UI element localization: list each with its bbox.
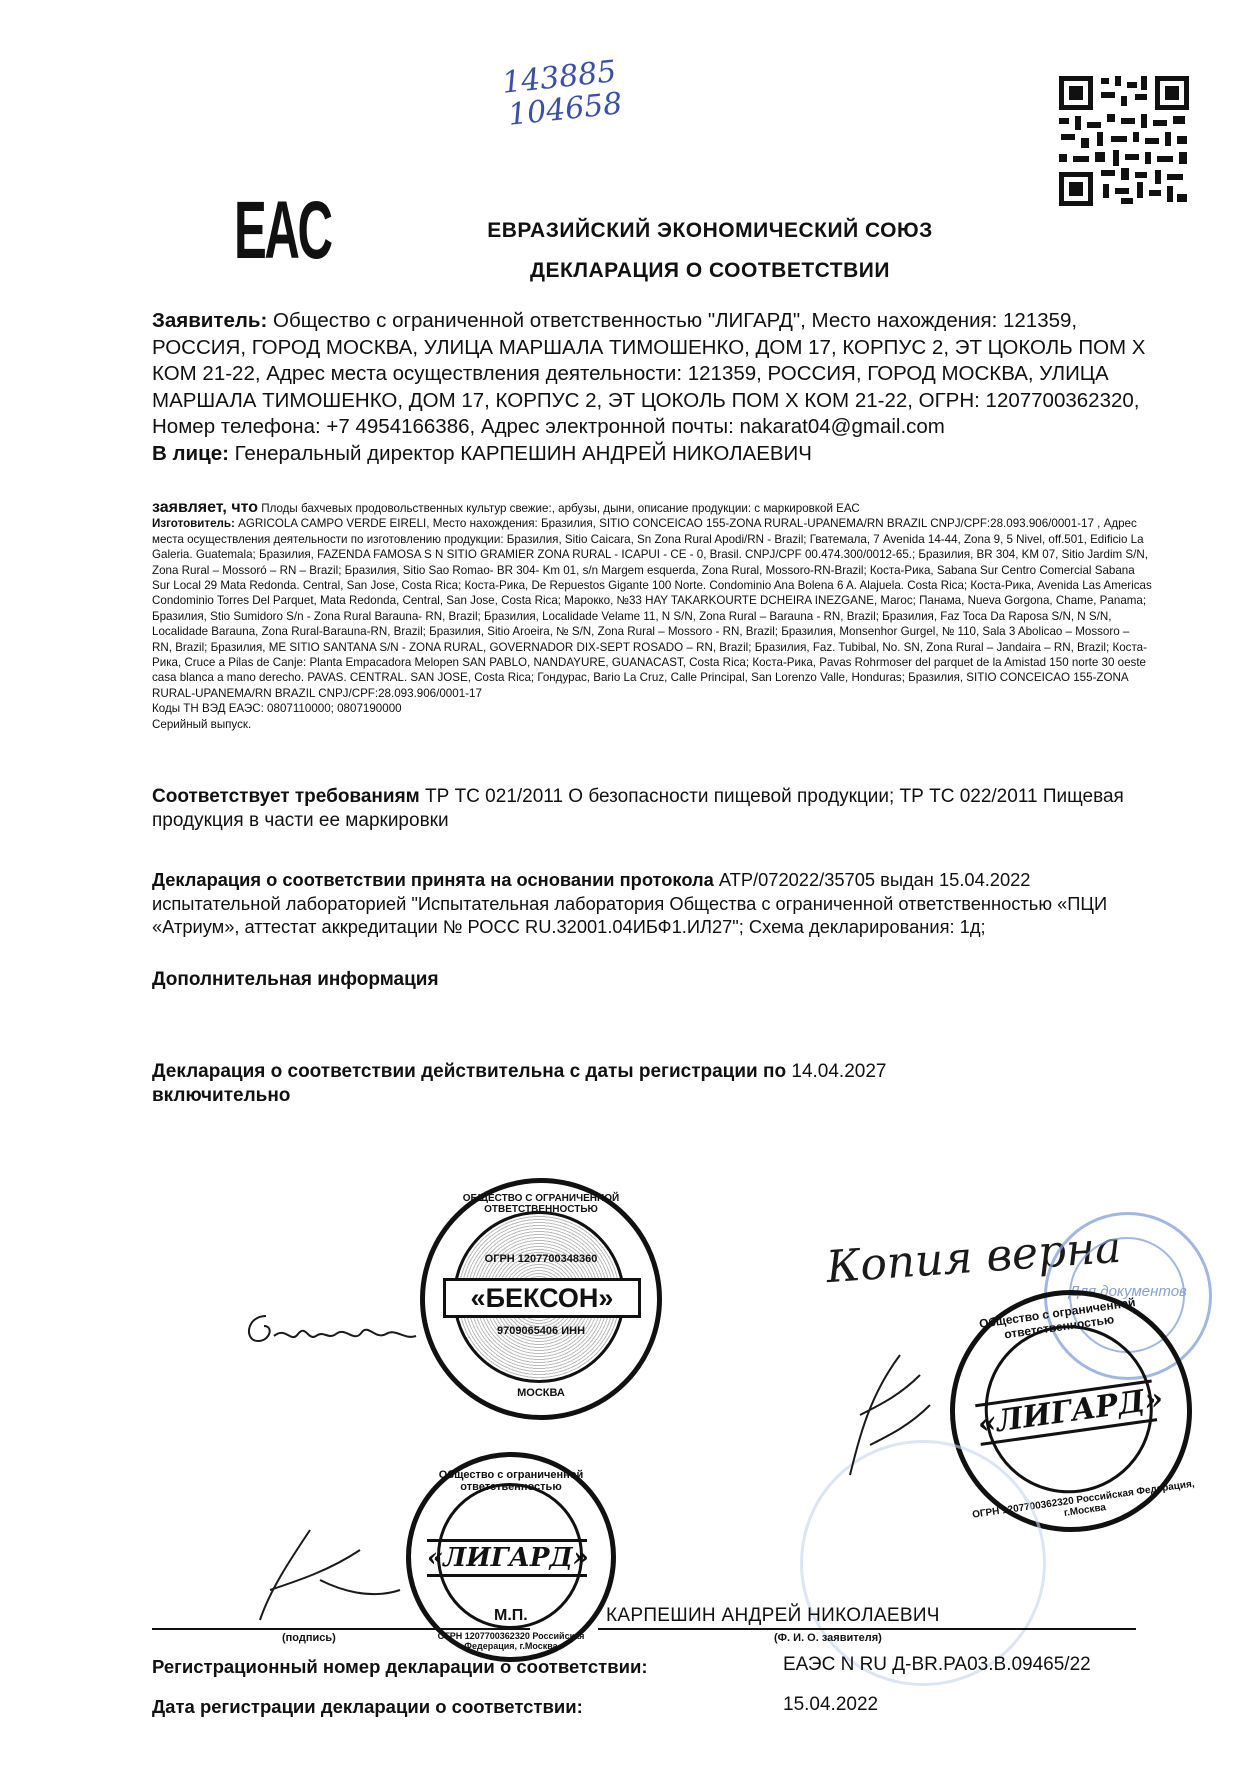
bekson-name: «БЕКСОН» — [443, 1278, 641, 1318]
handwritten-number-2: 104658 — [506, 86, 624, 133]
ligard-bottom-name: «ЛИГАРД» — [427, 1539, 587, 1577]
document-title: ДЕКЛАРАЦИЯ О СООТВЕТСТВИИ — [529, 259, 890, 282]
applicant-block — [152, 308, 1152, 467]
signer-line — [152, 1605, 1052, 1627]
signer-name: КАРПЕШИН АНДРЕЙ НИКОЛАЕВИЧ — [606, 1605, 940, 1626]
registration-number-label: Регистрационный номер декларации о соответствии: — [152, 1656, 648, 1677]
requirements-label: Соответствует требованиям — [152, 786, 420, 807]
validity-date: 14.04.2027 — [791, 1061, 887, 1082]
serial-text: Серийный выпуск. — [152, 717, 252, 731]
validity-suffix: включительно — [152, 1084, 291, 1106]
additional-info-label: Дополнительная информация — [152, 969, 439, 990]
ligard-right-ring-top: Общество с ограниченной ответственностью — [978, 1295, 1137, 1342]
codes-text: Коды ТН ВЭД ЕАЭС: 0807110000; 0807190000 — [152, 702, 402, 716]
statement-label: заявляет, что — [152, 499, 258, 516]
ligard-stamp-bottom — [406, 1452, 616, 1662]
signature-caption: (подпись) — [282, 1632, 336, 1644]
eac-logo: EAC — [234, 185, 331, 276]
statement-block — [152, 500, 1152, 732]
registration-date-label: Дата регистрации декларации о соответствии: — [152, 1696, 583, 1717]
signature-underline-right — [598, 1628, 1136, 1630]
fio-caption: (Ф. И. О. заявителя) — [774, 1632, 882, 1644]
basis-text: АТР/072022/35705 выдан 15.04.2022 испытательной лабораторией "Испытательная лаборатория Общества с ограниченной ответственностью «ПЦИ «Атриум», аттестат аккредитации № РОСС RU.32001.04ИБФ1.ИЛ27"; Схема декларирования: 1д; — [152, 869, 1108, 937]
validity-label: Декларация о соответствии действительна с даты регистрации по — [152, 1061, 787, 1082]
maker-label: Изготовитель: — [152, 517, 235, 531]
ligard-bottom-ring-bottom: ОГРН 1207700362320 Российская Федерация, г.Москва — [437, 1631, 585, 1651]
basis-block — [152, 868, 1152, 939]
person-text: Генеральный директор КАРПЕШИН АНДРЕЙ НИКОЛАЕВИЧ — [234, 441, 812, 465]
union-title: ЕВРАЗИЙСКИЙ ЭКОНОМИЧЕСКИЙ СОЮЗ — [487, 219, 933, 242]
applicant-label: Заявитель: — [152, 309, 268, 332]
basis-label: Декларация о соответствии принята на основании протокола — [152, 869, 714, 890]
validity-block — [152, 1060, 1052, 1107]
qr-code-icon — [1057, 74, 1191, 208]
product-text: Плоды бахчевых продовольственных культур свежие:, арбузы, дыни, описание продукции: с маркировкой ЕАС — [261, 502, 860, 515]
registration-number: ЕАЭС N RU Д-BR.PA03.B.09465/22 — [783, 1654, 1091, 1675]
bekson-inn: 9709065406 ИНН — [496, 1325, 586, 1337]
registration-date: 15.04.2022 — [783, 1694, 879, 1715]
maker-text: AGRICOLA CAMPO VERDE EIRELI, Место нахождения: Бразилия, SITIO CONCEICAO 155-ZONA RURAL-UPANEMA/RN BRAZIL CNPJ/CPF:28.093.906/0001-17 , Адрес места осуществления деятельности по изготовлению продукции: Бразилия, Sitio Caicara, Sn Zona Rural Apodi/RN - Brazil; Гватемала, 7 Avenida 14-44, Zona 9, 5 Nivel, off.501, Edificio La Galeria. Guatemala; Бразилия, FAZENDA FAMOSA S N SITIO GRAMIER ZONA RURAL - ICAPUI - CE - 0, Brasil. CNPJ/CPF 00.474.300/0012-65.; Бразилия, BR 304, KM 07, Sitio Jardim S/N, Zona Rural – Mossoró – RN – Brazil; Бразилия, Sitio Sao Romao- BR 304- Km 01, s/n Margem esquerda, Zona Rural, Mossoro-RN-Brazil; Коста-Рика, Sabana Sur Centro Comercial Sabana Sur Local 29 Mata Redonda. Central, San Jose, Costa Rica; Коста-Рика, De Repuestos Gigante 100 Norte. Condominio Ana Bolena 6 A. Alajuela. Costa Rica; Коста-Рика, Avenida Las Americas Condominio Torres Del Parquet, Mata Redonda, Central, San Jose, Costa Rica; Марокко, №33 HAY TAKARKOURTE DCHEIRA INEZGANE, Maroc; Панама, Nueva Gorgona, Chame, Panama; Бразилия, Stio Sumidoro S/n - Zona Rural Barauna- RN, Brazil; Бразилия, Localidade Velame 11, N S/N, Zona Rural – Barauna - RN, Brazil; Бразилия, Faz Toca Da Raposa S/N, N S/N, Localidade Barauna, Zona Rural-Barauna-RN, Brazil; Бразилия, Sitio Aroeira, № S/N, Zona Rural – Mossoro - RN, Brazil; Бразилия, Monsenhor Gurgel, № 110, Sala 3 Abolicao – Mossoro – RN, Brazil; Бразилия, ME SITIO SANTANA S/N - ZONA RURAL, GOVERNADOR DIX-SEPT ROSADO – RN, Brazil; Бразилия, Faz. Tubibal, No. SN, Zona Rural – Jandaira – RN, Brazil; Коста-Рика, Cruce a Pilas de Canje: Planta Empacadora Melopen SAN PABLO, NANDAYURE, GUANACAST, Costa Rica; Коста-Рика, Pavas Rohrmoser del parquet de la Amistad 150 norte 30 oeste casa blanca a mano derecho. PAVAS. CENTRAL. SAN JOSE, Costa Rica; Гондурас, Bario La Cruz, Calle Principal, San Lorenzo Valle, Honduras; Бразилия, SITIO CONCEICAO 155-ZONA RURAL-UPANEMA/RN BRAZIL CNPJ/CPF:28.093.906/0001-17 — [152, 517, 1152, 700]
handwritten-number-1: 143885 — [500, 54, 618, 101]
mp-label: М.П. — [494, 1607, 528, 1624]
bekson-city: МОСКВА — [517, 1387, 565, 1399]
applicant-text: Общество с ограниченной ответственностью "ЛИГАРД", Место нахождения: 121359, РОССИЯ, ГОРОД МОСКВА, УЛИЦА МАРШАЛА ТИМОШЕНКО, ДОМ 17, КОРПУС 2, ЭТ ЦОКОЛЬ ПОМ Х КОМ 21-22, Адрес места осуществления деятельности: 121359, РОССИЯ, ГОРОД МОСКВА, УЛИЦА МАРШАЛА ТИМОШЕНКО, ДОМ 17, КОРПУС 2, ЭТ ЦОКОЛЬ ПОМ Х КОМ 21-22, ОГРН: 1207700362320, Номер телефона: +7 4954166386, Адрес электронной почты: nakarat04@gmail.com — [152, 309, 1146, 438]
ligard-bottom-ring-top: Общество с ограниченной ответственностью — [438, 1469, 584, 1493]
ligard-right-name: «ЛИГАРД» — [975, 1380, 1157, 1446]
signature-1-icon — [236, 1296, 436, 1366]
ligard-right-ring-bottom: ОГРН 1207700362320 Российская Федерация, г.Москва — [971, 1478, 1196, 1521]
blue-stamp-text: Для документов — [1069, 1283, 1187, 1300]
bekson-ring-top: ОБЩЕСТВО С ОГРАНИЧЕННОЙ ОТВЕТСТВЕННОСТЬЮ — [462, 1193, 620, 1215]
requirements-block — [152, 785, 1152, 832]
signature-2-icon — [830, 1335, 950, 1485]
requirements-text: ТР ТС 021/2011 О безопасности пищевой продукции; ТР ТС 022/2011 Пищевая продукция в части ее маркировки — [152, 786, 1124, 831]
copy-note: Копия верна — [824, 1221, 1123, 1294]
signature-underline-left — [152, 1628, 530, 1630]
bekson-stamp — [420, 1178, 662, 1420]
bekson-ogrn: ОГРН 1207700348360 — [484, 1253, 598, 1265]
person-label: В лице: — [152, 441, 229, 465]
